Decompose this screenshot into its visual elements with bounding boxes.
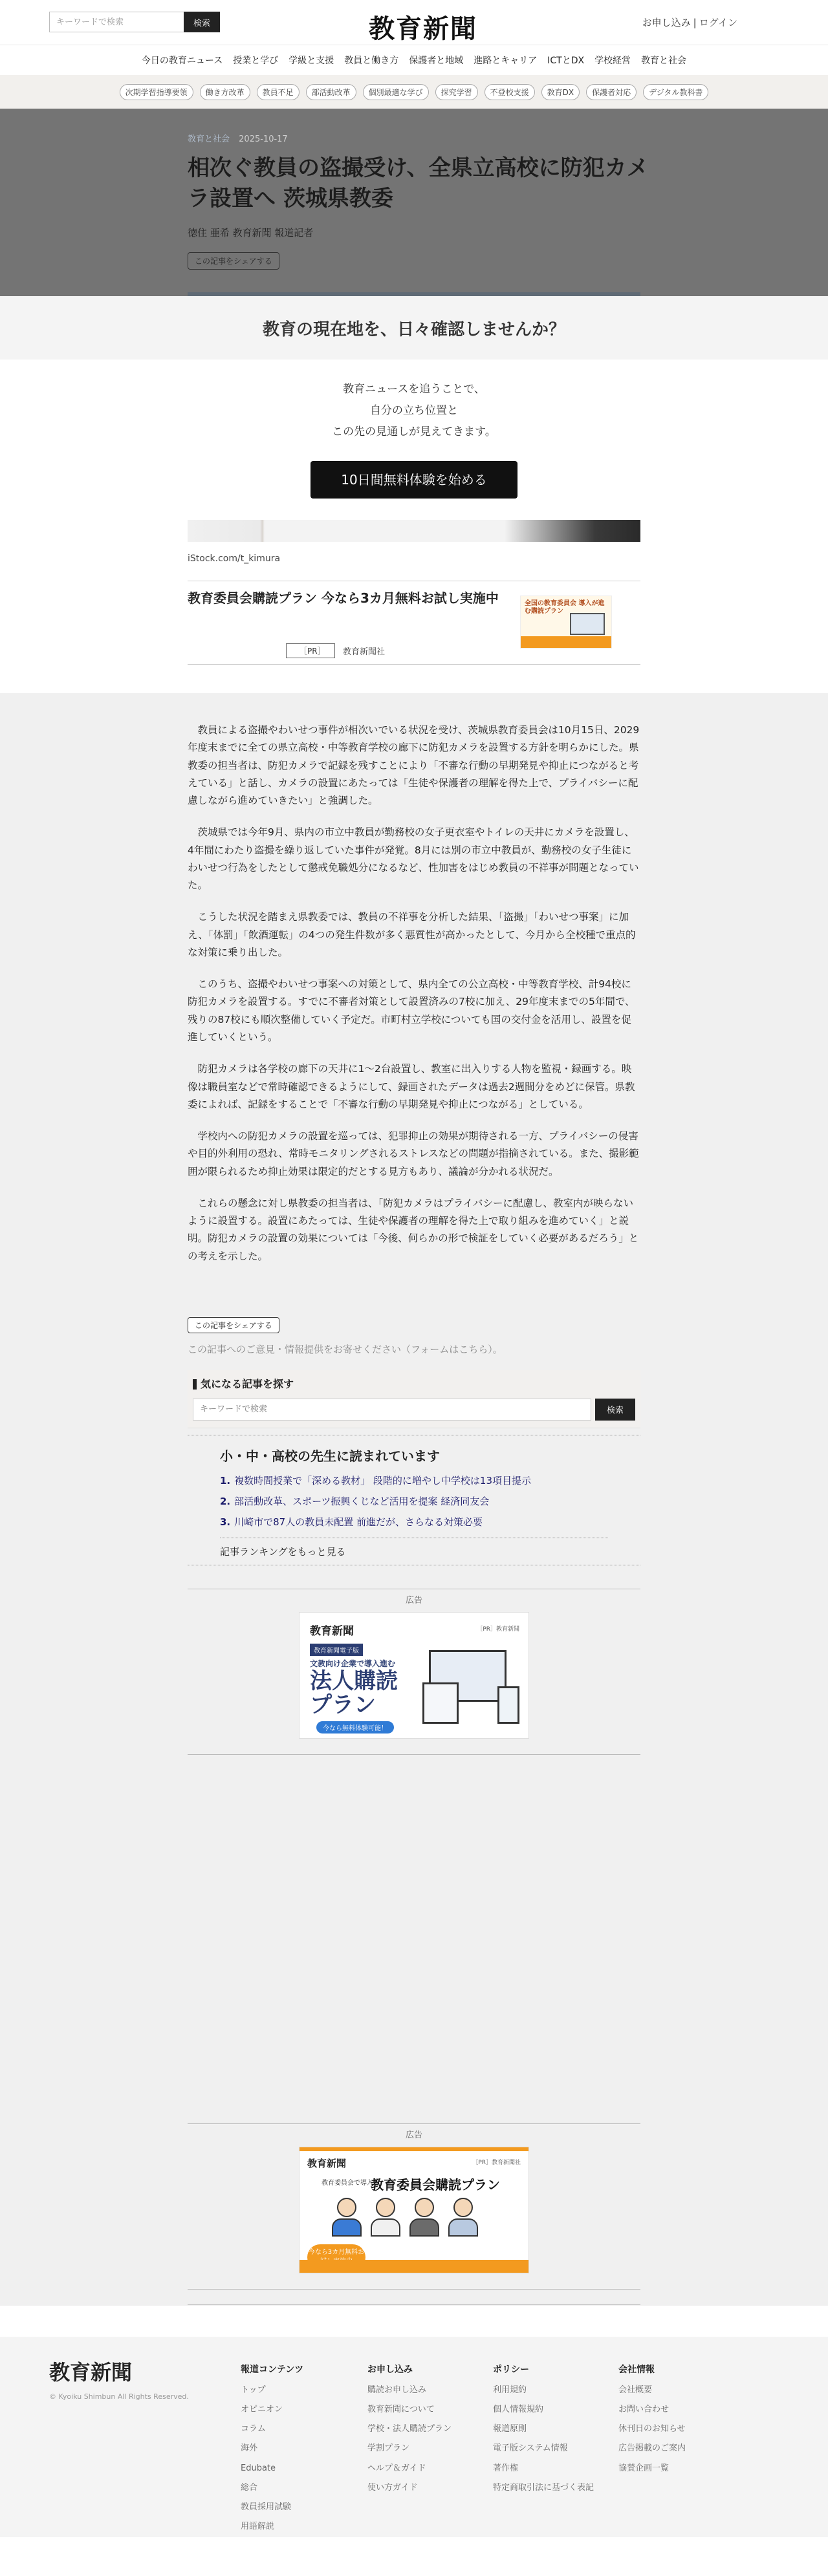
footer-column bbox=[493, 2363, 603, 2502]
site-header bbox=[0, 0, 828, 45]
article-paragraph: これらの懸念に対し県教委の担当者は、「防犯カメラはプライバシーに配慮し、教室内が映らないように設置する。設置にあたっては、生徒や保護者の理解を得た上で取り組みを進めていく」と説明。防犯カメラの設置の効果については「今後、何らかの形で検証をしていく必要があるだろう」との考えを示した。 bbox=[188, 1197, 639, 1262]
hero-photo-edge bbox=[188, 292, 640, 296]
article-section bbox=[0, 693, 828, 2306]
nav-item[interactable]: 教育と社会 bbox=[641, 56, 687, 66]
footer-link[interactable]: 教育新聞について bbox=[367, 2405, 435, 2415]
phone-graphic bbox=[497, 1686, 519, 1724]
ranking-item-title[interactable]: 部活動改革、スポーツ振興くじなど活用を提案 経済同友会 bbox=[234, 1495, 490, 1507]
login-link[interactable]: ログイン bbox=[699, 17, 737, 28]
topic-tag-bar bbox=[0, 75, 828, 109]
nav-item[interactable]: 学校経営 bbox=[594, 56, 631, 66]
nav-item[interactable]: 進路とキャリア bbox=[474, 56, 538, 66]
copyright: © Kyoiku Shimbun All Rights Reserved. bbox=[49, 2392, 189, 2401]
main-nav bbox=[0, 45, 828, 75]
promo-box[interactable] bbox=[188, 581, 640, 665]
footer-link[interactable]: 海外 bbox=[241, 2443, 258, 2454]
nav-item[interactable]: 保護者と地域 bbox=[409, 56, 464, 66]
article-body bbox=[188, 722, 640, 1265]
footer-logo[interactable]: 教育新聞 bbox=[49, 2359, 133, 2385]
ranking-item[interactable] bbox=[220, 1474, 640, 1487]
devices-graphic bbox=[422, 1650, 519, 1728]
photo-credit: iStock.com/t_kimura bbox=[188, 553, 281, 564]
feedback-link[interactable]: この記事へのご意見・情報提供をお寄せください（フォームはこちら）。 bbox=[188, 1343, 503, 1355]
footer-column bbox=[367, 2363, 477, 2502]
topic-tag[interactable]: 働き方改革 bbox=[200, 84, 250, 100]
free-trial-button[interactable]: 10日間無料体験を始める bbox=[310, 461, 518, 499]
topic-tag[interactable]: デジタル教科書 bbox=[643, 84, 708, 100]
footer-link[interactable]: お問い合わせ bbox=[618, 2405, 670, 2415]
footer-column bbox=[618, 2363, 728, 2482]
article-paragraph: 防犯カメラは各学校の廊下の天井に1～2台設置し、教室に出入りする人物を監視・録画する。映像は職員室などで常時確認できるようにして、録画されたデータは過去2週間分をめどに保管。県教委によれば、記録をすることで「不審な行動の早期発見や抑止につながる」としている。 bbox=[188, 1063, 635, 1110]
footer-column-title: お申し込み bbox=[367, 2364, 413, 2375]
article-paragraph: こうした状況を踏まえ県教委では、教員の不祥事を分析した結果、「盗撮」「わいせつ事案」に加え、「体罰」「飲酒運転」の4つの発生件数が多く悪質性が高かったとして、今月から全校種で重点的な対策に乗り出した。 bbox=[188, 911, 636, 958]
empty-ad-slot bbox=[0, 1755, 828, 2123]
footer-column-title: 報道コンテンツ bbox=[241, 2364, 304, 2375]
paywall-line: 教育ニュースを追うことで、 bbox=[343, 383, 485, 396]
footer-link[interactable]: オピニオン bbox=[241, 2405, 283, 2415]
footer-link[interactable]: Edubate bbox=[241, 2463, 276, 2473]
ad-logo: 教育新聞 bbox=[307, 2157, 347, 2169]
article-paragraph: このうち、盗撮やわいせつ事案への対策として、県内全ての公立高校・中等教育学校、計94校に防犯カメラを設置する。すでに不審者対策として設置済みの7校に加え、29年度末までの5年間で、残りの87校にも順次整備していく予定だ。市町村立学校についても国の交付金を活用し、設置を促進していくという。 bbox=[188, 978, 635, 1043]
topic-tag[interactable]: 教育DX bbox=[541, 84, 580, 100]
paywall-panel bbox=[0, 360, 828, 520]
people-illustration bbox=[325, 2198, 500, 2243]
article-search-input[interactable] bbox=[193, 1399, 591, 1421]
nav-item[interactable]: 今日の教育ニュース bbox=[141, 56, 223, 66]
share-button-bottom[interactable]: この記事をシェアする bbox=[188, 1317, 279, 1333]
ad-headline: 法人購読プラン bbox=[310, 1668, 398, 1719]
footer-link[interactable]: 特定商取引法に基づく表記 bbox=[493, 2482, 594, 2493]
promo-image-caption: 全国の教育委員会 導入が進む購読プラン bbox=[525, 600, 605, 615]
ad-strip: 教育新聞電子版 bbox=[310, 1644, 363, 1656]
ranking-number: 1. bbox=[220, 1474, 231, 1487]
ranking-more-link[interactable]: 記事ランキングをもっと見る bbox=[220, 1538, 608, 1558]
board-of-education-plan-ad[interactable] bbox=[299, 2147, 529, 2273]
footer-link[interactable]: 学校・法人購読プラン bbox=[367, 2424, 452, 2434]
article-byline: 徳住 亜希 教育新聞 報道記者 bbox=[188, 226, 314, 239]
person-figure bbox=[448, 2198, 478, 2238]
ad-label: 広告 bbox=[405, 2130, 422, 2140]
ad-pill: 今なら無料体験可能！ bbox=[316, 1721, 394, 1733]
promo-image-bar bbox=[521, 636, 611, 648]
person-figure bbox=[332, 2198, 362, 2238]
paywall-header bbox=[0, 296, 828, 360]
footer-link[interactable]: 会社概要 bbox=[618, 2385, 653, 2395]
ranking-item-title[interactable]: 川崎市で87人の教員未配置 前進だが、さらなる対策必要 bbox=[234, 1516, 483, 1528]
footer-link[interactable]: 著作権 bbox=[493, 2463, 519, 2473]
site-logo[interactable]: 教育新聞 bbox=[369, 14, 477, 44]
topic-tag[interactable]: 教員不足 bbox=[257, 84, 300, 100]
person-figure bbox=[409, 2198, 439, 2238]
article-category[interactable]: 教育と社会 bbox=[188, 134, 230, 144]
search-input[interactable] bbox=[49, 12, 184, 32]
ad-label: 広告 bbox=[405, 1595, 422, 1605]
footer-link[interactable]: 総合 bbox=[241, 2482, 258, 2493]
article-hero bbox=[0, 109, 828, 296]
ad-logo: 教育新聞 bbox=[310, 1624, 354, 1638]
article-search-box bbox=[188, 1370, 640, 1428]
header-search bbox=[49, 12, 220, 32]
ad-headline: 教育委員会購読プラン bbox=[371, 2176, 500, 2193]
ranking-item-title[interactable]: 複数時間授業で「深める教材」 段階的に増やし中学校は13項目提示 bbox=[234, 1474, 531, 1487]
ranking-item[interactable] bbox=[220, 1494, 640, 1508]
ranking-number: 2. bbox=[220, 1495, 231, 1507]
section-divider bbox=[188, 2290, 640, 2305]
footer-link[interactable]: 報道原則 bbox=[493, 2424, 527, 2434]
footer-link[interactable]: 使い方ガイド bbox=[367, 2482, 418, 2493]
article-date: 2025-10-17 bbox=[239, 134, 288, 144]
footer-link[interactable]: ヘルプ＆ガイド bbox=[367, 2463, 426, 2473]
paywall-heading: 教育の現在地を、日々確認しませんか？ bbox=[262, 319, 565, 339]
ad-block bbox=[188, 1589, 640, 1755]
footer-link[interactable]: 用語解説 bbox=[241, 2522, 275, 2532]
topic-tag[interactable]: 不登校支援 bbox=[485, 84, 535, 100]
paywall-line: 自分の立ち位置と bbox=[370, 404, 458, 417]
paywall-line: この先の見通しが見えてきます。 bbox=[332, 425, 496, 438]
footer-link[interactable]: 個人情報規約 bbox=[493, 2405, 544, 2415]
nav-item[interactable]: 授業と学び bbox=[233, 56, 279, 66]
footer-link[interactable]: 教員採用試験 bbox=[241, 2502, 292, 2513]
article-paragraph: 教員による盗撮やわいせつ事件が相次いでいる状況を受け、茨城県教育委員会は10月15日、2029年度末までに全ての県立高校・中等教育学校の廊下に防犯カメラを設置する方針を明らかにした。県教委の担当者は、防犯カメラで記録を残すことにより「不審な行動の早期発見や抑止につながると考えている」と話し、カメラの設置にあたっては「生徒や保護者の理解を得た上で、プライバシーに配慮しながら進めていきたい」と強調した。 bbox=[188, 724, 640, 807]
share-button-top[interactable]: この記事をシェアする bbox=[188, 252, 279, 270]
pr-badge: ［PR］ bbox=[286, 643, 335, 658]
nav-item[interactable]: 教員と働き方 bbox=[344, 56, 399, 66]
footer-link[interactable]: コラム bbox=[241, 2424, 266, 2434]
footer-link[interactable]: 利用規約 bbox=[493, 2385, 527, 2395]
article-paragraph: 学校内への防犯カメラの設置を巡っては、犯罪抑止の効果が期待される一方、プライバシーの侵害や目的外利用の恐れ、常時モニタリングされるストレスなどの問題が指摘されている。また、撮影範囲が限られるため抑止効果は限定的だとする見方もあり、議論が分かれる状況だ。 bbox=[188, 1130, 639, 1177]
tablet-graphic bbox=[422, 1682, 459, 1724]
ranking-list bbox=[220, 1474, 640, 1529]
footer-link[interactable]: 電子版システム情報 bbox=[493, 2443, 568, 2454]
topic-tag[interactable]: 保護者対応 bbox=[586, 84, 637, 100]
topic-tag[interactable]: 探究学習 bbox=[435, 84, 478, 100]
article-search-title: 気になる記事を探す bbox=[193, 1379, 294, 1390]
footer-link[interactable]: 学割プラン bbox=[367, 2443, 410, 2454]
footer-link[interactable]: 休刊日のお知らせ bbox=[618, 2424, 686, 2434]
ranking-item[interactable] bbox=[220, 1515, 640, 1529]
article-search-button[interactable]: 検索 bbox=[595, 1399, 635, 1421]
nav-item[interactable]: 学級と支援 bbox=[289, 56, 334, 66]
ad-lead: 教育委員会で導入 bbox=[321, 2179, 373, 2187]
ad-lead: 文教向け企業で導入進む bbox=[310, 1658, 396, 1668]
footer-column-title: 会社情報 bbox=[618, 2364, 655, 2375]
ranking-section bbox=[188, 1435, 640, 1565]
corporate-plan-ad[interactable] bbox=[299, 1612, 529, 1739]
ad-pr-tag: ［PR］教育新聞社 bbox=[472, 2159, 521, 2166]
promo-image[interactable] bbox=[520, 596, 612, 649]
device-graphic bbox=[570, 613, 605, 635]
topic-tag[interactable]: 部活動改革 bbox=[306, 84, 356, 100]
footer-column bbox=[241, 2363, 351, 2541]
ad-bottom-bar bbox=[300, 2260, 528, 2273]
ad-pr-tag: ［PR］教育新聞 bbox=[477, 1626, 519, 1633]
separator: | bbox=[693, 17, 697, 28]
promo-title[interactable]: 教育委員会購読プラン 今なら3カ月無料お試し実施中 bbox=[188, 590, 499, 606]
footer-column-title: ポリシー bbox=[493, 2364, 529, 2375]
ad-block bbox=[188, 2123, 640, 2290]
ranking-title: 小・中・高校の先生に読まれています bbox=[220, 1448, 440, 1464]
ad-badge: 今なら3カ月無料お bbox=[307, 2244, 365, 2270]
ranking-number: 3. bbox=[220, 1516, 231, 1528]
search-button[interactable]: 検索 bbox=[184, 12, 220, 32]
topic-tag[interactable]: 個別最適な学び bbox=[363, 84, 429, 100]
ad-top-bar bbox=[300, 2147, 528, 2151]
person-figure bbox=[371, 2198, 400, 2238]
promo-sponsor: 教育新聞社 bbox=[343, 647, 386, 657]
footer-link[interactable]: 購読お申し込み bbox=[367, 2385, 427, 2395]
site-footer bbox=[0, 2337, 828, 2537]
subscribe-link[interactable]: お申し込み bbox=[642, 17, 691, 28]
topic-tag[interactable]: 次期学習指導要領 bbox=[120, 84, 193, 100]
footer-link[interactable]: 広告掲載のご案内 bbox=[618, 2443, 686, 2454]
article-meta bbox=[188, 132, 653, 144]
article-title: 相次ぐ教員の盗撮受け、全県立高校に防犯カメラ設置へ 茨城県教委 bbox=[188, 155, 649, 211]
footer-link[interactable]: トップ bbox=[241, 2385, 266, 2395]
account-links bbox=[642, 16, 737, 29]
nav-item[interactable]: ICTとDX bbox=[547, 56, 585, 66]
footer-link[interactable]: 協賛企画一覧 bbox=[618, 2463, 670, 2473]
article-photo bbox=[188, 520, 640, 542]
article-paragraph: 茨城県では今年9月、県内の市立中教員が勤務校の女子更衣室やトイレの天井にカメラを設置し、4年間にわたり盗撮を繰り返していた事件が発覚。8月には別の市立中教員が、勤務校の女子生徒にわいせつ行為をしたとして懲戒免職処分になるなど、性加害をはじめ教員の不祥事が問題となっていた。 bbox=[188, 826, 639, 892]
